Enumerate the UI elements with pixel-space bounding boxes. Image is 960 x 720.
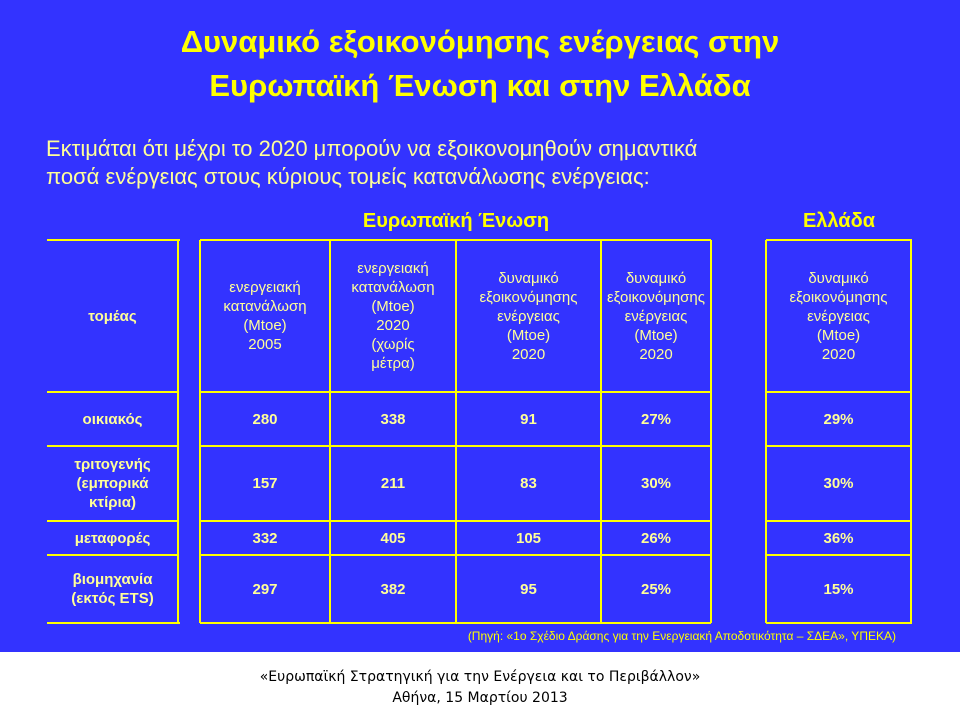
header-text [223, 278, 306, 354]
row-consumption-2020: 382 [380, 580, 406, 598]
header-line: ενέργειας [807, 307, 870, 325]
header-text [607, 269, 705, 364]
row-consumption-2020: 405 [380, 529, 406, 547]
header-line: κατανάλωση [223, 298, 307, 315]
header-line: (Mtoe) [243, 317, 287, 334]
header-line: (Mtoe) [371, 298, 415, 315]
header-line: (Mtoe) [816, 326, 861, 344]
header-line: δυναμικό [498, 269, 559, 287]
row-savings-mtoe: 91 [520, 410, 537, 428]
header-line: εξοικονόμησης [789, 288, 888, 306]
row-consumption-2020: 211 [380, 475, 406, 492]
row-consumption-2005: 157 [252, 475, 278, 492]
header-gr-savings-pct [766, 240, 911, 392]
header-text [480, 269, 578, 364]
header-line: εξοικονόμησης [479, 288, 578, 306]
header-eu-consumption-2005 [200, 240, 330, 392]
header-line: ενέργειας [497, 307, 560, 325]
row-savings-pct: 25% [640, 580, 672, 598]
footer-place-date: Αθήνα, 15 Μαρτίου 2013 [392, 690, 568, 706]
header-line: μέτρα) [371, 355, 415, 372]
row-consumption-2005: 280 [252, 410, 278, 428]
header-line: δυναμικό [808, 269, 869, 287]
row-sector: βιομηχανία (εκτός ETS) [71, 571, 154, 607]
row-savings-pct: 30% [640, 475, 672, 492]
row-savings-pct: 26% [640, 529, 672, 547]
row-savings-mtoe: 105 [515, 529, 542, 547]
row-sector: μεταφορές [74, 529, 151, 547]
header-line: ενέργειας [624, 307, 688, 325]
header-text [790, 269, 888, 364]
row-savings-pct: 27% [640, 410, 672, 428]
header-line: 2020 [376, 317, 410, 334]
header-line: εξοικονόμησης [607, 288, 705, 306]
intro-text-line1: Εκτιμάται ότι μέχρι το 2020 μπορούν να εξοικονομηθούν σημαντικά [46, 136, 698, 161]
footer-event-title: «Ευρωπαϊκή Στρατηγική για την Ενέργεια και το Περιβάλλον» [259, 669, 701, 685]
header-sector: τομέας [88, 307, 137, 325]
header-line: (χωρίς [371, 336, 415, 353]
header-line: κατανάλωση [351, 279, 435, 296]
source-note: (Πηγή: «1ο Σχέδιο Δράσης για την Ενεργειακή Αποδοτικότητα – ΣΔΕΑ», ΥΠΕΚΑ) [467, 629, 896, 643]
intro-text-line2: ποσά ενέργειας στους κύριους τομείς κατανάλωσης ενέργειας: [46, 164, 650, 189]
row-consumption-2005: 332 [252, 529, 278, 547]
row-savings-mtoe: 83 [520, 475, 537, 492]
header-line: (Mtoe) [506, 326, 551, 344]
row-gr-savings-pct: 36% [823, 529, 854, 547]
row-consumption-2005: 297 [252, 580, 278, 598]
header-line: 2020 [821, 345, 856, 363]
header-eu-savings-pct [601, 240, 711, 392]
header-text [351, 259, 434, 373]
header-line: 2005 [248, 336, 282, 353]
header-eu-consumption-2020 [330, 240, 456, 392]
section-label-eu: Ευρωπαϊκή Ένωση [362, 210, 550, 232]
row-consumption-2020: 338 [380, 410, 406, 428]
header-line: ενεργειακή [357, 260, 429, 277]
header-line: (Mtoe) [634, 326, 678, 344]
header-eu-savings-mtoe [456, 240, 601, 392]
slide-title-line2: Ευρωπαϊκή Ένωση και στην Ελλάδα [209, 68, 751, 103]
header-line: δυναμικό [625, 269, 687, 287]
row-gr-savings-pct: 15% [823, 580, 854, 598]
section-label-greece: Ελλάδα [802, 210, 876, 232]
header-line: 2020 [511, 345, 546, 363]
row-sector: τριτογενής (εμπορικά κτίρια) [74, 456, 151, 511]
row-gr-savings-pct: 30% [823, 475, 854, 492]
row-gr-savings-pct: 29% [823, 410, 854, 428]
slide-title-line1: Δυναμικό εξοικονόμησης ενέργειας στην [180, 24, 780, 59]
header-line: 2020 [639, 345, 673, 363]
row-savings-mtoe: 95 [520, 580, 537, 598]
row-sector: οικιακός [82, 410, 143, 428]
header-line: ενεργειακή [229, 279, 301, 296]
